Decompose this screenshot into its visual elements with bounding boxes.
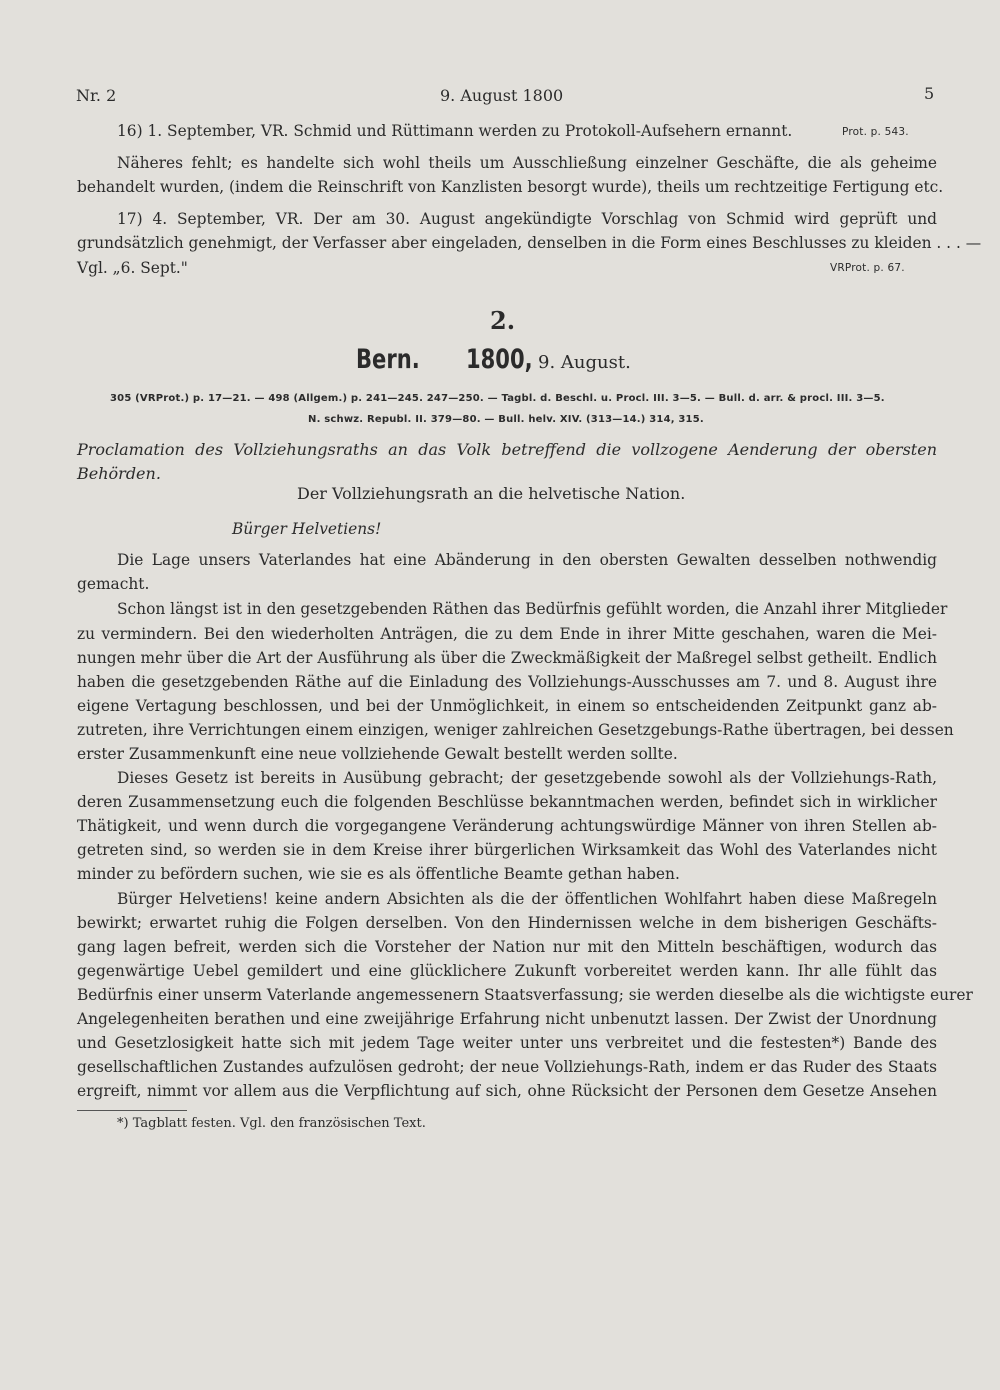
body-line: gegenwärtige Uebel gemildert und eine glücklichere Zukunft vorbereitet werden kann. Ihr alle fühlt das <box>77 962 937 980</box>
body-line: getreten sind, so werden sie in dem Kreise ihrer bürgerlichen Wirksamkeit das Wohl des Vaterlandes nicht <box>77 841 937 859</box>
salutation: Bürger Helvetiens! <box>232 520 382 538</box>
body-line: Die Lage unsers Vaterlandes hat eine Abänderung in den obersten Gewalten desselben nothwendig <box>117 551 937 569</box>
document-year: 1800, <box>466 344 533 375</box>
entry-17-line-2: grundsätzlich genehmigt, der Verfasser aber eingeladen, denselben in die Form eines Beschlusses zu kleiden . . . — <box>77 234 982 252</box>
entry-16-line-2: Näheres fehlt; es handelte sich wohl theils um Ausschließung einzelner Geschäfte, die als geheime <box>117 154 937 172</box>
body-line: haben die gesetzgebenden Räthe auf die Einladung des Vollziehungs-Ausschusses am 7. und 8. August ihre <box>77 673 937 691</box>
footnote: *) Tagblatt festen. Vgl. den französischen Text. <box>117 1116 426 1131</box>
document-place: Bern. <box>356 344 420 375</box>
body-line: zu vermindern. Bei den wiederholten Anträgen, die zu dem Ende in ihrer Mitte geschahen, waren die Mei- <box>77 625 937 643</box>
entry-16-ref: Prot. p. 543. <box>842 126 909 138</box>
body-line: erster Zusammenkunft eine neue vollziehende Gewalt bestellt werden sollte. <box>77 745 678 763</box>
proclamation-heading: Der Vollziehungsrath an die helvetische Nation. <box>297 484 686 503</box>
body-line: Angelegenheiten berathen und eine zweijährige Erfahrung nicht unbenutzt lassen. Der Zwist der Unordnung <box>77 1010 937 1028</box>
document-date: 9. August. <box>538 352 631 373</box>
body-line: zutreten, ihre Verrichtungen einem einzigen, weniger zahlreichen Gesetzgebungs-Rathe übertragen, bei dessen <box>77 721 954 739</box>
entry-17-line-1: 17) 4. September, VR. Der am 30. August angekündigte Vorschlag von Schmid wird geprüft und <box>117 210 937 228</box>
body-line: gesellschaftlichen Zustandes aufzulösen gedroht; der neue Vollziehungs-Rath, indem er das Ruder des Staats <box>77 1058 937 1076</box>
body-line: ergreift, nimmt vor allem aus die Verpflichtung auf sich, ohne Rücksicht der Personen dem Gesetze Ansehen <box>77 1082 937 1100</box>
body-line: Bürger Helvetiens! keine andern Absichten als die der öffentlichen Wohlfahrt haben diese Maßregeln <box>117 890 937 908</box>
sources-line-1: 305 (VRProt.) p. 17—21. — 498 (Allgem.) p. 241—245. 247—250. — Tagbl. d. Beschl. u. Procl. III. 3—5. — Bull. d. arr. & procl. III. 3—5. <box>110 393 885 404</box>
header-date: 9. August 1800 <box>440 86 564 105</box>
body-line: gang lagen befreit, werden sich die Vorsteher der Nation nur mit den Mitteln beschäftigen, wodurch das <box>77 938 937 956</box>
entry-17-line-3: Vgl. „6. Sept." <box>77 259 188 277</box>
body-line: minder zu befördern suchen, wie sie es als öffentliche Beamte gethan haben. <box>77 865 680 883</box>
footnote-divider <box>77 1110 187 1111</box>
entry-16-line-3: behandelt wurden, (indem die Reinschrift von Kanzlisten besorgt wurde), theils um rechtzeitige Fertigung etc. <box>77 178 944 196</box>
document-number: 2. <box>490 306 516 335</box>
page-number: 5 <box>924 84 935 103</box>
body-line: nungen mehr über die Art der Ausführung als über die Zweckmäßigkeit der Maßregel selbst getheilt. Endlich <box>77 649 937 667</box>
body-line: Dieses Gesetz ist bereits in Ausübung gebracht; der gesetzgebende sowohl als der Vollziehungs-Rath, <box>117 769 937 787</box>
body-line: Schon längst ist in den gesetzgebenden Räthen das Bedürfnis gefühlt worden, die Anzahl ihrer Mitglieder <box>117 600 948 618</box>
body-line: eigene Vertagung beschlossen, und bei der Unmöglichkeit, in einem so entscheidenden Zeitpunkt ganz ab- <box>77 697 937 715</box>
body-line: Thätigkeit, und wenn durch die vorgegangene Veränderung achtungswürdige Männer von ihren Stellen ab- <box>77 817 937 835</box>
body-line: deren Zusammensetzung euch die folgenden Beschlüsse bekanntmachen werden, befindet sich in wirklicher <box>77 793 937 811</box>
proclamation-title-line-1: Proclamation des Vollziehungsraths an das Volk betreffend die vollzogene Aenderung der obersten <box>77 440 937 459</box>
entry-16-line-1: 16) 1. September, VR. Schmid und Rüttimann werden zu Protokoll-Aufsehern ernannt. <box>117 122 793 140</box>
sources-line-2: N. schwz. Republ. II. 379—80. — Bull. helv. XIV. (313—14.) 314, 315. <box>308 414 704 425</box>
body-line: bewirkt; erwartet ruhig die Folgen derselben. Von den Hindernissen welche in dem bisherigen Geschäfts- <box>77 914 937 932</box>
body-line: und Gesetzlosigkeit hatte sich mit jedem Tage weiter unter uns verbreitet und die festesten*) Bande des <box>77 1034 937 1052</box>
body-line: gemacht. <box>77 575 150 593</box>
header-number: Nr. 2 <box>76 86 117 105</box>
body-line: Bedürfnis einer unserm Vaterlande angemessenern Staatsverfassung; sie werden dieselbe als die wichtigste eurer <box>77 986 973 1004</box>
proclamation-title-line-2: Behörden. <box>77 464 161 483</box>
entry-17-ref: VRProt. p. 67. <box>830 262 905 274</box>
